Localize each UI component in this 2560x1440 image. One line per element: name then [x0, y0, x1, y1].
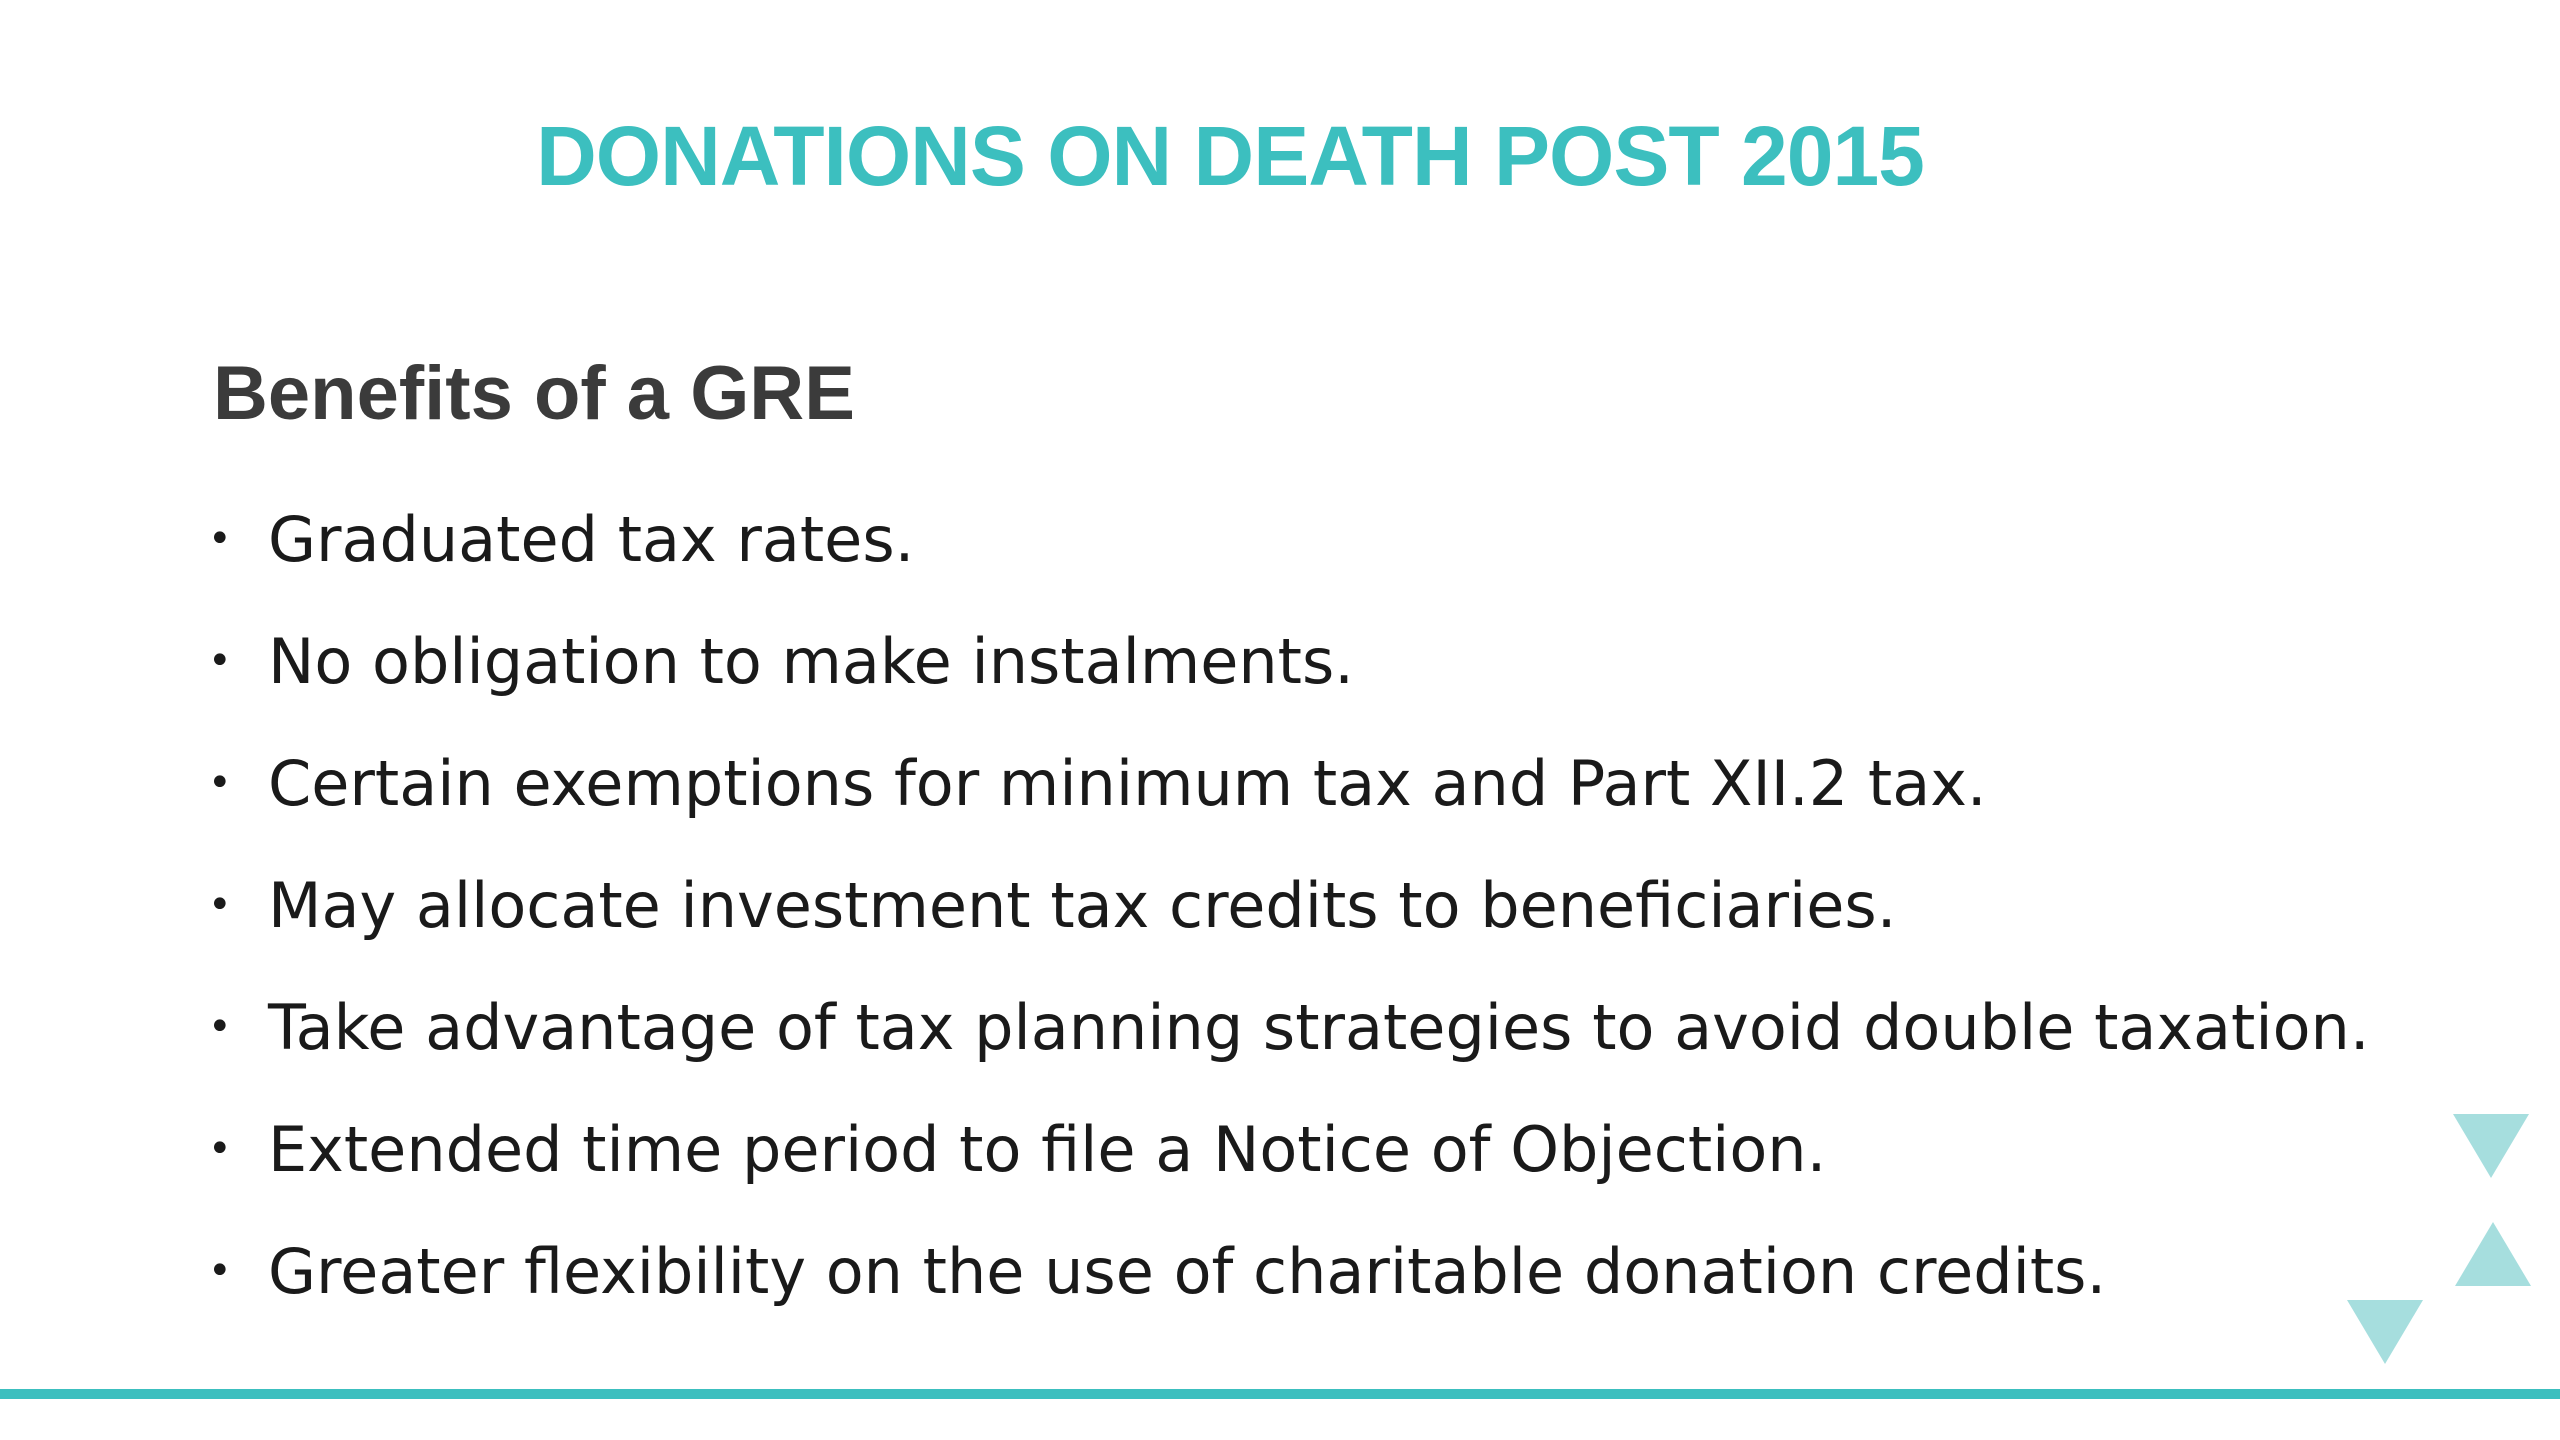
slide-title: DONATIONS ON DEATH POST 2015: [536, 109, 1924, 203]
bullet-icon: •: [208, 1126, 232, 1172]
bullet-item: [208, 1088, 2370, 1210]
bullet-list: [208, 478, 2370, 1332]
bullet-text: Certain exemptions for minimum tax and Part XII.2 tax.: [268, 746, 1987, 820]
bullet-text: May allocate investment tax credits to beneficiaries.: [268, 868, 1897, 942]
bullet-icon: •: [208, 516, 232, 562]
bullet-text: No obligation to make instalments.: [268, 624, 1354, 698]
bullet-text: Take advantage of tax planning strategies to avoid double taxation.: [268, 990, 2370, 1064]
bullet-item: [208, 722, 2370, 844]
bullet-icon: •: [208, 760, 232, 806]
bullet-icon: •: [208, 1248, 232, 1294]
bottom-divider: [0, 1389, 2560, 1399]
slide-subtitle: Benefits of a GRE: [213, 351, 855, 436]
bullet-item: [208, 966, 2370, 1088]
triangle-down-icon: [2453, 1114, 2529, 1178]
bullet-item: [208, 1210, 2370, 1332]
bullet-item: [208, 844, 2370, 966]
triangle-up-icon: [2455, 1222, 2531, 1286]
bullet-item: [208, 600, 2370, 722]
bullet-icon: •: [208, 882, 232, 928]
bullet-icon: •: [208, 638, 232, 684]
bullet-icon: •: [208, 1004, 232, 1050]
bullet-text: Extended time period to file a Notice of Objection.: [268, 1112, 1827, 1186]
bullet-item: [208, 478, 2370, 600]
bullet-text: Greater flexibility on the use of charitable donation credits.: [268, 1234, 2107, 1308]
triangle-down-icon: [2347, 1300, 2423, 1364]
bullet-text: Graduated tax rates.: [268, 502, 915, 576]
